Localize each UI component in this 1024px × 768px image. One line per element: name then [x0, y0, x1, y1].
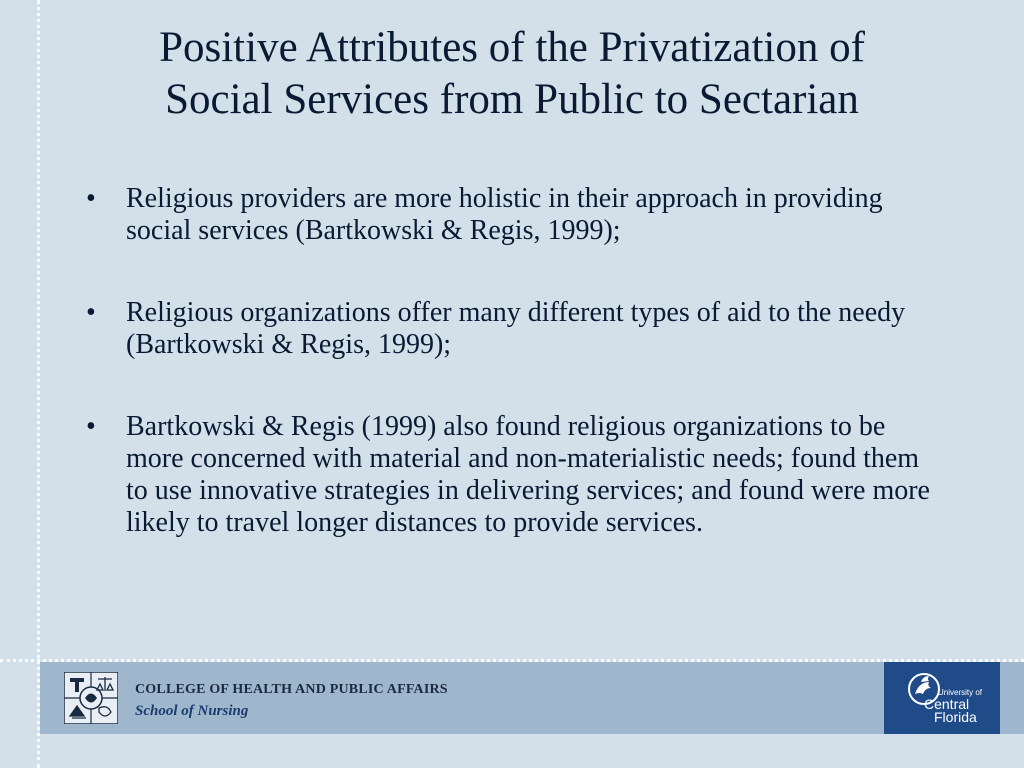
- bullet-item: • Religious providers are more holistic in their approach in providing social services (Bartkowski & Regis, 1999);: [86, 183, 946, 247]
- college-seal-icon: [64, 672, 118, 724]
- ucf-florida: Florida: [934, 709, 977, 725]
- ucf-central: Central: [924, 696, 970, 712]
- footer-band: [40, 662, 1024, 734]
- title-line-1: Positive Attributes of the Privatization of: [159, 24, 865, 71]
- school-name: School of Nursing: [135, 703, 249, 719]
- bullet-item: • Religious organizations offer many different types of aid to the needy (Bartkowski & Regis, 1999);: [86, 297, 946, 361]
- bullet-list: [86, 183, 946, 589]
- title-line-2: Social Services from Public to Sectarian: [165, 76, 859, 123]
- bullet-item: • Bartkowski & Regis (1999) also found religious organizations to be more concerned with material and non-materialistic needs; found them to use innovative strategies in delivering services; and found were more likely to travel longer distances to provide services.: [86, 411, 946, 539]
- slide-title: [40, 22, 984, 126]
- college-name: COLLEGE OF HEALTH AND PUBLIC AFFAIRS: [135, 682, 448, 697]
- ucf-university-of: University of: [938, 688, 983, 697]
